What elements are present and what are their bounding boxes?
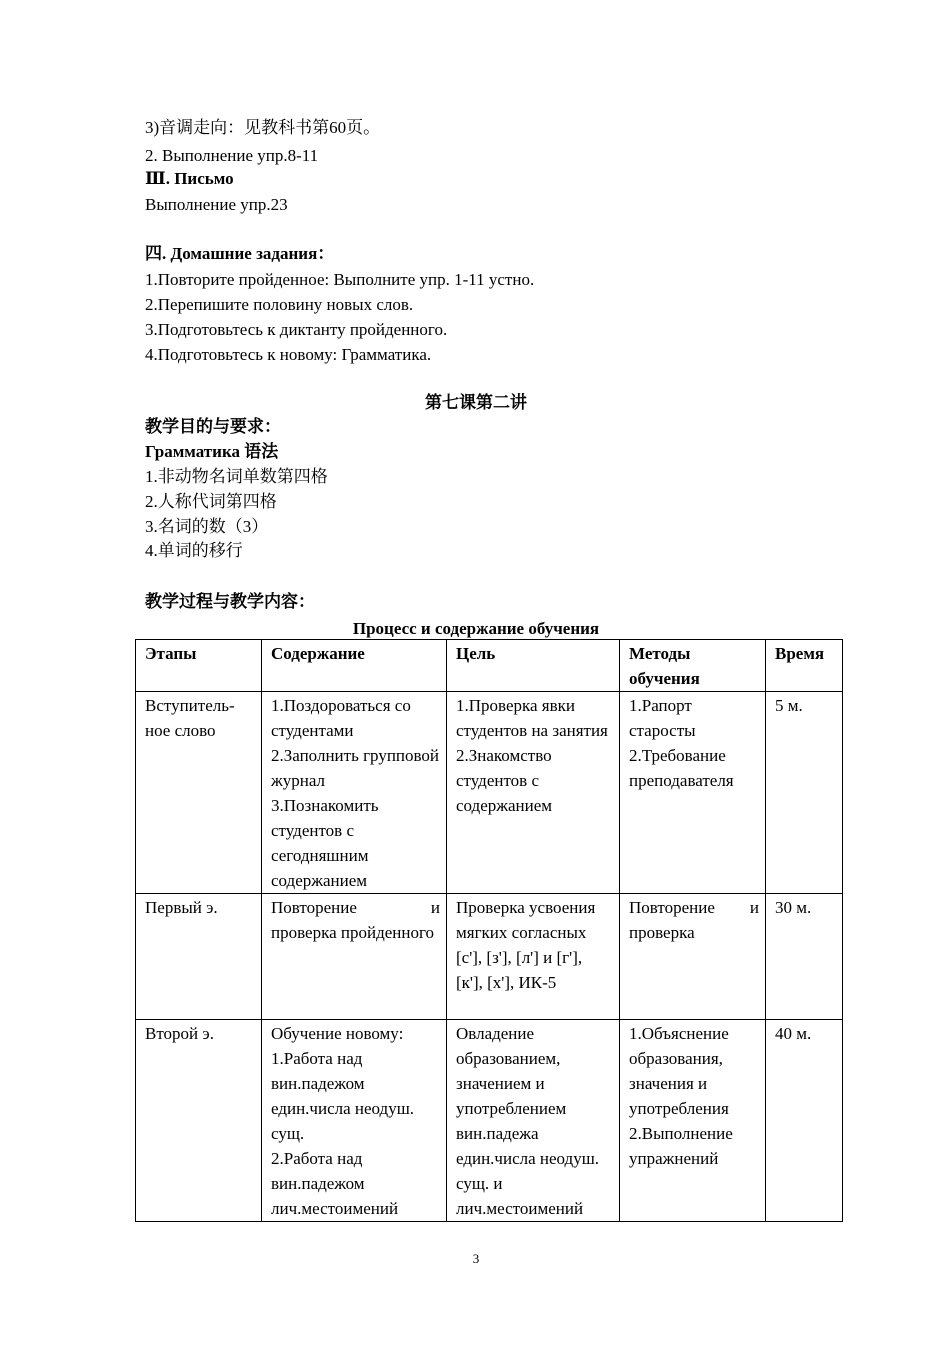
cell-line: 1.Поздороваться со студентами [271,696,411,740]
homework-item: 4.Подготовьтесь к новому: Грамматика. [145,345,432,364]
cell-time: 5 м. [766,692,843,894]
cell-goal [447,692,620,894]
cell-line: Проверка усвоения мягких согласных [с'], [з'], [л'] и [г'], [к'], [х'], ИК-5 [456,898,596,992]
cell-methods [620,894,766,1020]
cell-time: 40 м. [766,1020,843,1222]
header-cell-time: Время [766,640,843,692]
cell-line: 3.Познакомить студентов с сегодняшним содержанием [271,796,379,890]
cell-line: Повторение и проверка пройденного [271,898,440,942]
homework-item: 1.Повторите пройденное: Выполните упр. 1-11 устно. [145,270,535,289]
cell-line: 2.Знакомство студентов с содержанием [456,746,553,815]
cell-goal [447,1020,620,1222]
cell-line: Повторение и проверка [629,898,759,942]
cell-content [262,1020,447,1222]
grammar-heading: Грамматика 语法 [145,442,279,461]
cell-line: 2.Выполнение упражнений [629,1124,733,1168]
cell-line: 2.Заполнить групповой журнал [271,746,440,790]
goal-item: 2.人称代词第四格 [145,492,277,511]
cell-time: 30 м. [766,894,843,1020]
cell-stage: Второй э. [136,1020,262,1222]
line-intonation: 3)音调走向：见教科书第60页。 [145,118,381,137]
cell-line: 2.Требование преподавателя [629,746,734,790]
homework-item: 3.Подготовьтесь к диктанту пройденного. [145,320,448,339]
table-row [136,894,843,1020]
lesson-title: 第七课第二讲 [425,393,527,413]
table-row [136,692,843,894]
line-exercise-23: Выполнение упр.23 [145,195,288,214]
cell-line: 1.Объяснение образования, значения и употребления [629,1024,729,1118]
cell-line: 1.Проверка явки студентов на занятия [456,696,608,740]
cell-methods [620,1020,766,1222]
homework-heading: 四. Домашние задания： [145,244,335,263]
goal-item: 4.单词的移行 [145,541,243,560]
cell-methods [620,692,766,894]
cell-line: Обучение новому: [271,1024,404,1043]
cell-line: 1.Рапорт старосты [629,696,696,740]
homework-item: 2.Перепишите половину новых слов. [145,295,414,314]
cell-stage: Первый э. [136,894,262,1020]
table-header-row [136,640,843,692]
section-heading-writing: Ⅲ. Письмо [145,169,234,188]
header-cell-methods: Методы обучения [620,640,766,692]
cell-content [262,894,447,1020]
cell-stage: Вступитель-ное слово [136,692,262,894]
header-cell-content: Содержание [262,640,447,692]
cell-line: 2.Работа над вин.падежом лич.местоимений [271,1149,399,1218]
goals-heading: 教学目的与要求： [145,417,281,437]
process-heading: 教学过程与教学内容： [145,592,315,612]
table-row [136,1020,843,1222]
cell-goal [447,894,620,1020]
process-table [135,639,843,1222]
table-caption: Процесс и содержание обучения [352,619,600,638]
header-cell-goal: Цель [447,640,620,692]
cell-content [262,692,447,894]
goal-item: 3.名词的数（3） [145,517,269,536]
line-exercise-8-11: 2. Выполнение упр.8-11 [145,146,319,165]
page-number: 3 [472,1251,480,1266]
cell-line: Овладение образованием, значением и употреблением вин.падежа един.числа неодуш. сущ. и лич.местоимений [456,1024,600,1218]
header-cell-stages: Этапы [136,640,262,692]
goal-item: 1.非动物名词单数第四格 [145,467,328,486]
cell-line: 1.Работа над вин.падежом един.числа неодуш. сущ. [271,1049,415,1143]
